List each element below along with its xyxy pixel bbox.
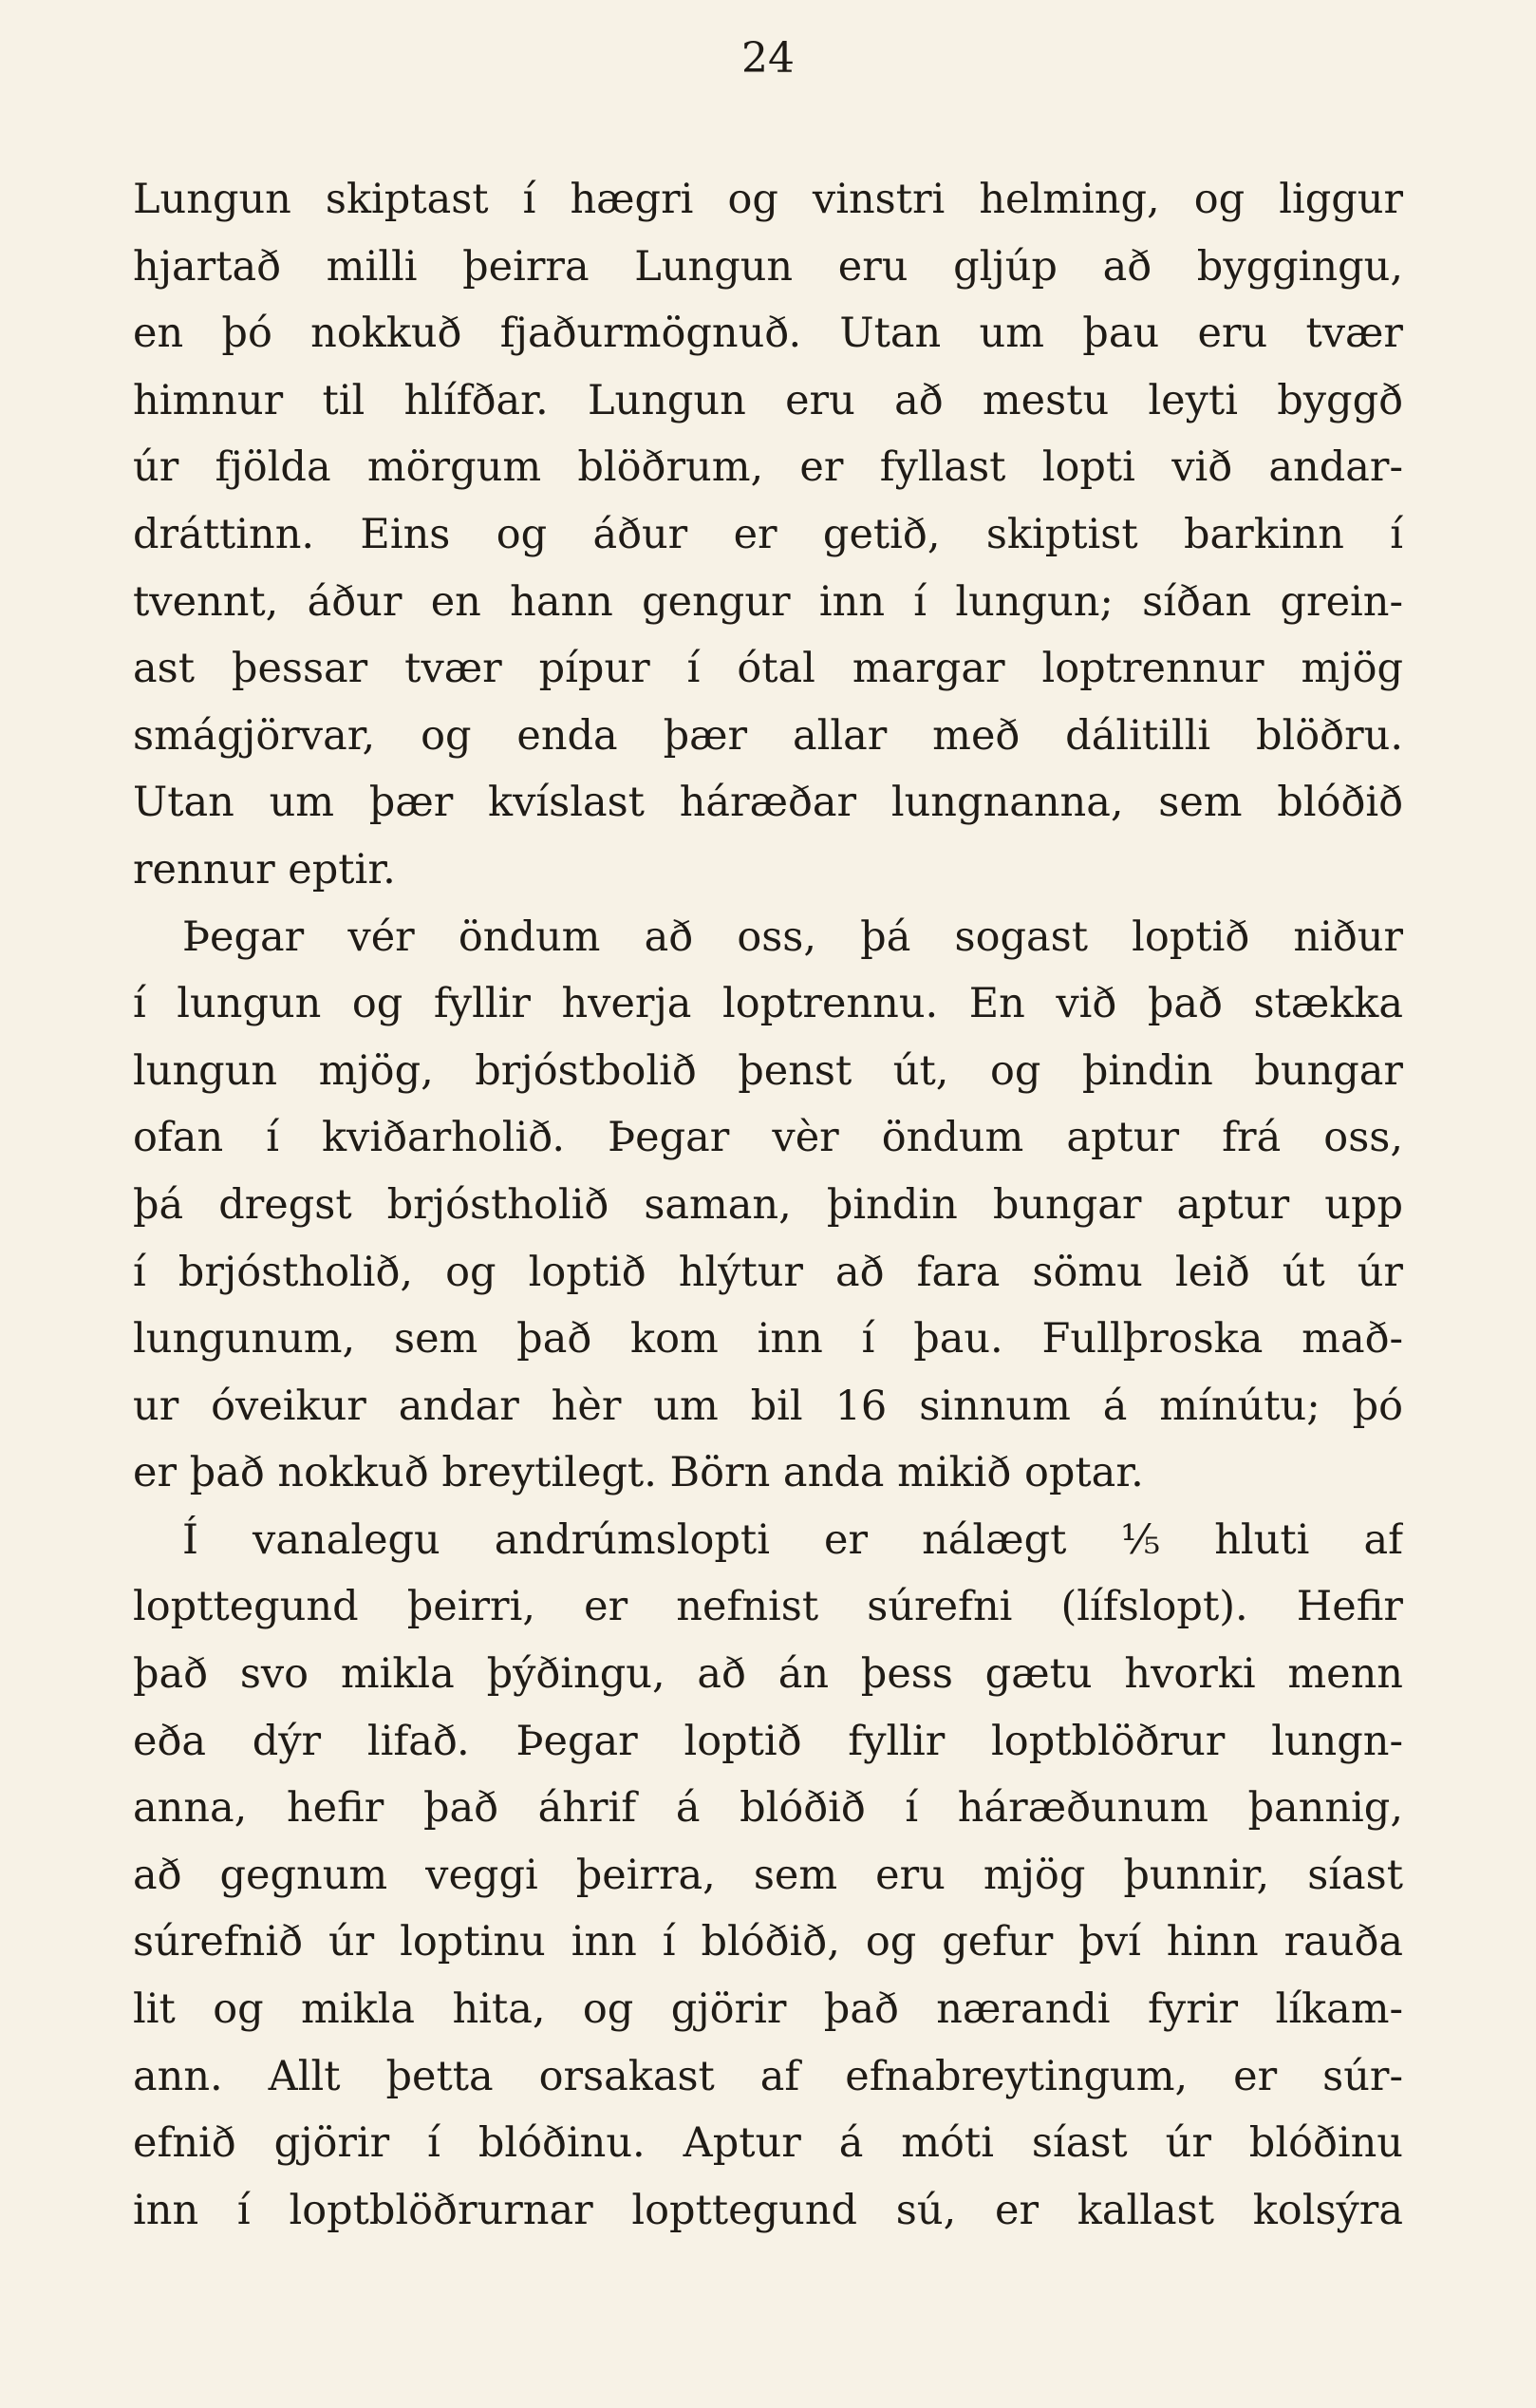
- text-line: súrefnið úr loptinu inn í blóðið, og gefur því hinn rauða: [133, 1918, 1403, 1966]
- text-line: efnið gjörir í blóðinu. Aptur á móti síast úr blóðinu: [133, 2119, 1403, 2168]
- text-line: í brjóstholið, og loptið hlýtur að fara sömu leið út úr: [133, 1248, 1403, 1296]
- text-line: lungunum, sem það kom inn í þau. Fullþroska mað-: [133, 1315, 1403, 1364]
- body-text: [133, 166, 1403, 2244]
- text-line: ofan í kviðarholið. Þegar vèr öndum aptur frá oss,: [133, 1114, 1403, 1162]
- text-line: en þó nokkuð fjaðurmögnuð. Utan um þau eru tvær: [133, 310, 1403, 358]
- text-line: Utan um þær kvíslast háræðar lungnanna, sem blóðið: [133, 779, 1403, 827]
- text-line: þá dregst brjóstholið saman, þindin bungar aptur upp: [133, 1180, 1403, 1229]
- text-line: anna, hefir það áhrif á blóðið í háræðunum þannig,: [133, 1784, 1403, 1833]
- text-line: Lungun skiptast í hægri og vinstri helming, og liggur: [133, 176, 1403, 223]
- text-line: lit og mikla hita, og gjörir það nærandi fyrir líkam-: [133, 1985, 1403, 2034]
- text-line: smágjörvar, og enda þær allar með dálitilli blöðru.: [133, 711, 1403, 760]
- text-line: er það nokkuð breytilegt. Börn anda mikið optar.: [133, 1449, 1144, 1497]
- page-number: 24: [741, 34, 795, 83]
- text-line: að gegnum veggi þeirra, sem eru mjög þunnir, síast: [133, 1851, 1403, 1899]
- text-line: himnur til hlífðar. Lungun eru að mestu leyti byggð: [133, 376, 1403, 424]
- text-line: ast þessar tvær pípur í ótal margar loptrennur mjög: [133, 645, 1403, 693]
- text-line: lungun mjög, brjóstbolið þenst út, og þindin bungar: [133, 1046, 1403, 1095]
- text-line: dráttinn. Eins og áður er getið, skiptist barkinn í: [133, 510, 1403, 558]
- text-line: úr fjölda mörgum blöðrum, er fyllast lopti við andar-: [133, 443, 1403, 492]
- text-line: eða dýr lifað. Þegar loptið fyllir loptblöðrur lungn-: [133, 1717, 1403, 1765]
- text-line: inn í loptblöðrurnar lopttegund sú, er kallast kolsýra: [133, 2186, 1403, 2234]
- text-line: Þegar vér öndum að oss, þá sogast loptið niður: [182, 912, 1403, 961]
- text-line: rennur eptir.: [133, 845, 396, 894]
- text-line: tvennt, áður en hann gengur inn í lungun; síðan grein-: [133, 577, 1403, 626]
- text-line: ur óveikur andar hèr um bil 16 sinnum á mínútu; þó: [133, 1382, 1403, 1430]
- text-line: lopttegund þeirri, er nefnist súrefni (lífslopt). Hefir: [133, 1583, 1403, 1631]
- text-line: það svo mikla þýðingu, að án þess gætu hvorki menn: [133, 1650, 1403, 1699]
- text-line: hjartað milli þeirra Lungun eru gljúp að byggingu,: [133, 242, 1403, 291]
- text-line: í lungun og fyllir hverja loptrennu. En við það stækka: [133, 980, 1403, 1028]
- text-line: Í vanalegu andrúmslopti er nálægt ⅕ hluti af: [182, 1515, 1403, 1564]
- text-line: ann. Allt þetta orsakast af efnabreytingum, er súr-: [133, 2052, 1403, 2100]
